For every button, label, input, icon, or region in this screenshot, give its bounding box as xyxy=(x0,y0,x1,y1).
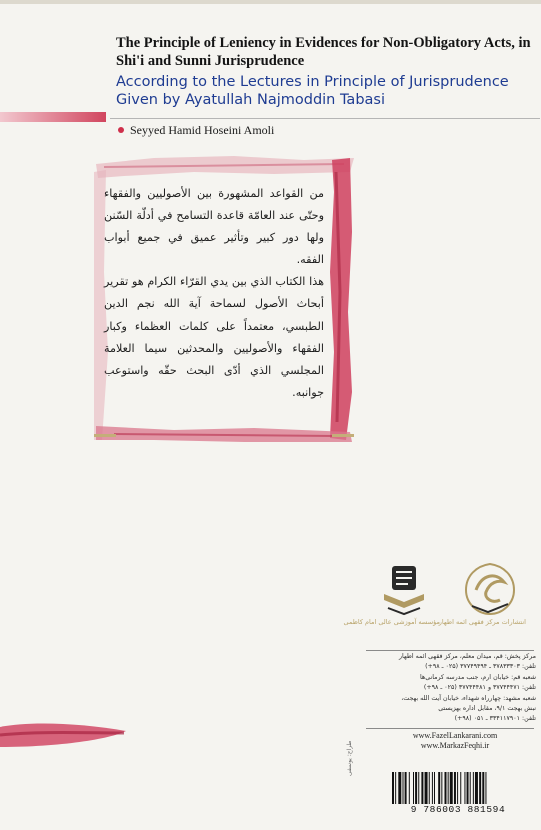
info-line: تلفن: ۳۷۸۳۳۳۰۳ ـ ۳۷۷۴۹۴۹۴ (۰۲۵ ـ ۹۸+) xyxy=(425,663,536,671)
barcode-icon xyxy=(388,772,528,808)
blurb-arabic xyxy=(104,183,324,404)
red-brush-stroke xyxy=(0,717,128,753)
info-line: تلفن: ۳۳۴۱۱۷۹۰۱ ـ ۰۵۱ (۹۸+) xyxy=(454,715,536,723)
info-line: نبش بهجت ۹/۱، مقابل اداره بهزیستی xyxy=(438,705,536,713)
book-title-english: The Principle of Leniency in Evidences for Non-Obligatory Acts, in Shi'i and Sunni Jurisprudence xyxy=(116,35,531,69)
info-divider-top xyxy=(366,650,534,651)
corner-mark-right xyxy=(332,434,354,449)
author-name xyxy=(118,123,274,138)
blurb-paragraph-1: من القواعد المشهورة بين الأصوليين والفقهاء وحتّى عند العامّة قاعدة التسامح في أدلّة السّنن ولها دور كبير وتأثير عميق في جميع أبواب الفقه. xyxy=(104,187,324,267)
distribution-info xyxy=(364,652,536,725)
calligraphy-emblem-icon xyxy=(462,560,518,618)
institute-logo xyxy=(343,560,440,640)
institute-caption: مؤسسه آموزشی عالی امام کاظمی xyxy=(343,618,440,626)
info-line: تلفن: ۳۷۷۴۴۴۷۱ و ۳۷۷۴۴۴۸۱ (۰۲۵ ـ ۹۸+) xyxy=(423,684,536,692)
publisher-caption: انتشارات مرکز فقهی ائمه اطهار xyxy=(438,618,526,626)
top-edge xyxy=(0,0,541,4)
info-line: شعبه مشهد: چهارراه شهداء، خیابان آیت الله بهجت، xyxy=(401,694,536,702)
website-link-2[interactable]: www.MarkazFeqhi.ir xyxy=(420,741,490,750)
info-line: مرکز پخش: قم، میدان معلم، مرکز فقهی ائمه اطهار xyxy=(398,653,536,660)
bullet-dot-icon xyxy=(118,127,124,133)
isbn-number: 9 786003 881594 xyxy=(388,804,528,815)
info-line: شعبه قم: خیابان ارم، جنب مدرسه کرمانی‌ها xyxy=(419,673,536,681)
blurb-paragraph-2: هذا الكتاب الذي بين يدي القرّاء الكرام هو تقرير أبحاث الأصول لسماحة آية الله نجم الدين الطبسي، معتمداً على كلمات العظماء وكبار الفقهاء والأصوليين والمحدثين سيما العلامة المجلسي الذي أدّى البحث حقّه واستوعب جوانبه. xyxy=(104,275,324,399)
author-divider xyxy=(110,118,540,119)
designer-credit: طراح: یوسفی xyxy=(346,740,353,776)
book-emblem-icon xyxy=(378,560,430,618)
book-subtitle-english: According to the Lectures in Principle of Jurisprudence Given by Ayatullah Najmoddin Tabasi xyxy=(116,74,509,108)
info-divider-bottom xyxy=(366,728,534,729)
publisher-logos xyxy=(343,560,534,652)
corner-mark-left xyxy=(94,434,116,449)
website-link-1[interactable]: www.FazelLankarani.com xyxy=(412,731,498,740)
author-text: Seyyed Hamid Hoseini Amoli xyxy=(130,123,275,137)
red-accent-bar xyxy=(0,112,106,122)
publisher-logo xyxy=(438,560,526,640)
